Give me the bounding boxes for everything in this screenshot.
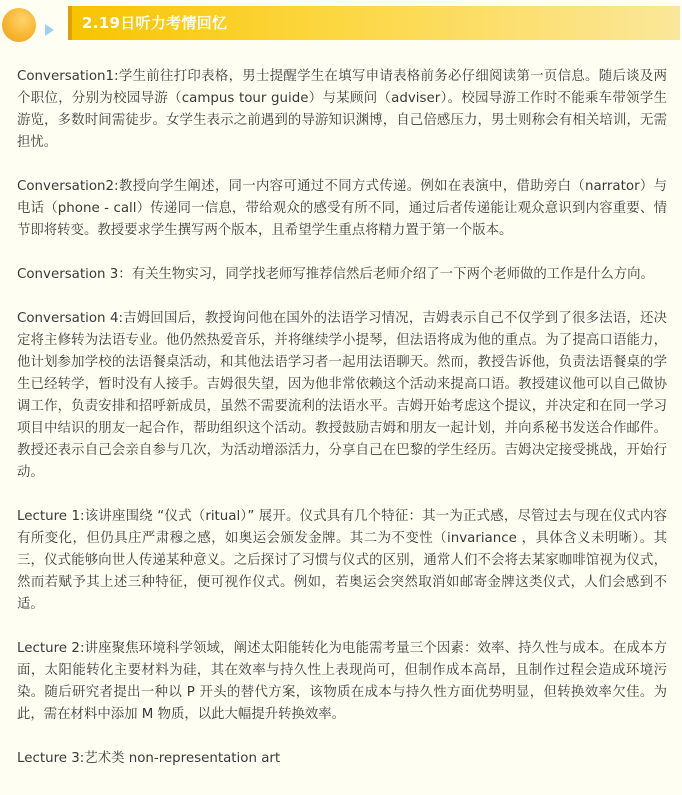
section-header: [0, 0, 682, 48]
article-body: [17, 66, 667, 770]
paragraph-conversation-4: Conversation 4:吉姆回国后，教授询问他在国外的法语学习情况，吉姆表示自己不仅学到了很多法语，还决定将主修转为法语专业。他仍然热爱音乐，并将继续学小提琴，但法语将成为他的重点。为了提高口语能力，他计划参加学校的法语餐桌活动，和其他法语学习者一起用法语聊天。然而，教授告诉他，负责法语餐桌的学生已经转学，暂时没有人接手。吉姆很失望，因为他非常依赖这个活动来提高口语。教授建议他可以自己做协调工作，负责安排和招呼新成员，虽然不需要流利的法语水平。吉姆开始考虑这个提议，并决定和在同一学习项目中结识的朋友一起合作，帮助组织这个活动。教授鼓励吉姆和朋友一起计划，并向系秘书发送合作邮件。教授还表示自己会亲自参与几次，为活动增添活力，分享自己在巴黎的学生经历。吉姆决定接受挑战，开始行动。: [17, 311, 667, 480]
paragraph-conversation-3: Conversation 3：有关生物实习，同学找老师写推荐信然后老师介绍了一下两个老师做的工作是什么方向。: [17, 267, 654, 282]
triangle-arrow-icon: [45, 24, 54, 36]
page-title: 2.19日听力考情回忆: [82, 14, 228, 32]
paragraph-conversation-2: Conversation2:教授向学生阐述，同一内容可通过不同方式传递。例如在表演中，借助旁白（narrator）与电话（phone - call）传递同一信息，带给观众的感受有所不同，通过后者传递能让观众意识到内容重要、情节即将转变。教授要求学生撰写两个版本，且希望学生重点将精力置于第一个版本。: [17, 179, 667, 238]
decorative-circle-icon: [2, 8, 36, 42]
paragraph-lecture-2: Lecture 2:讲座聚焦环境科学领域，阐述太阳能转化为电能需考量三个因素：效率、持久性与成本。在成本方面，太阳能转化主要材料为硅，其在效率与持久性上表现尚可，但制作成本高昂，且制作过程会造成环境污染。随后研究者提出一种以 P 开头的替代方案，该物质在成本与持久性方面优势明显，但转换效率欠佳。为此，需在材料中添加 M 物质，以此大幅提升转换效率。: [17, 641, 667, 722]
paragraph-lecture-1: Lecture 1:该讲座围绕 “仪式（ritual）” 展开。仪式具有几个特征：其一为正式感，尽管过去与现在仪式内容有所变化，但仍具庄严肃穆之感，如奥运会颁发金牌。其二为不变性（invariance ，具体含义未明晰）。其三，仪式能够向世人传递某种意义。之后探讨了习惯与仪式的区别，通常人们不会将去某家咖啡馆视为仪式，然而若赋予其上述三种特征，便可视作仪式。例如，若奥运会突然取消如邮寄金牌这类仪式，人们会感到不适。: [17, 509, 667, 612]
paragraph-lecture-3: Lecture 3:艺术类 non-representation art: [17, 751, 281, 766]
paragraph-conversation-1: Conversation1:学生前往打印表格，男士提醒学生在填写申请表格前务必仔细阅读第一页信息。随后谈及两个职位，分别为校园导游（campus tour guide）与某顾问（adviser）。校园导游工作时不能乘车带领学生游览，多数时间需徒步。女学生表示之前遇到的导游知识渊博，自己倍感压力，男士则称会有相关培训，无需担忧。: [17, 69, 667, 150]
title-banner: [68, 6, 680, 40]
